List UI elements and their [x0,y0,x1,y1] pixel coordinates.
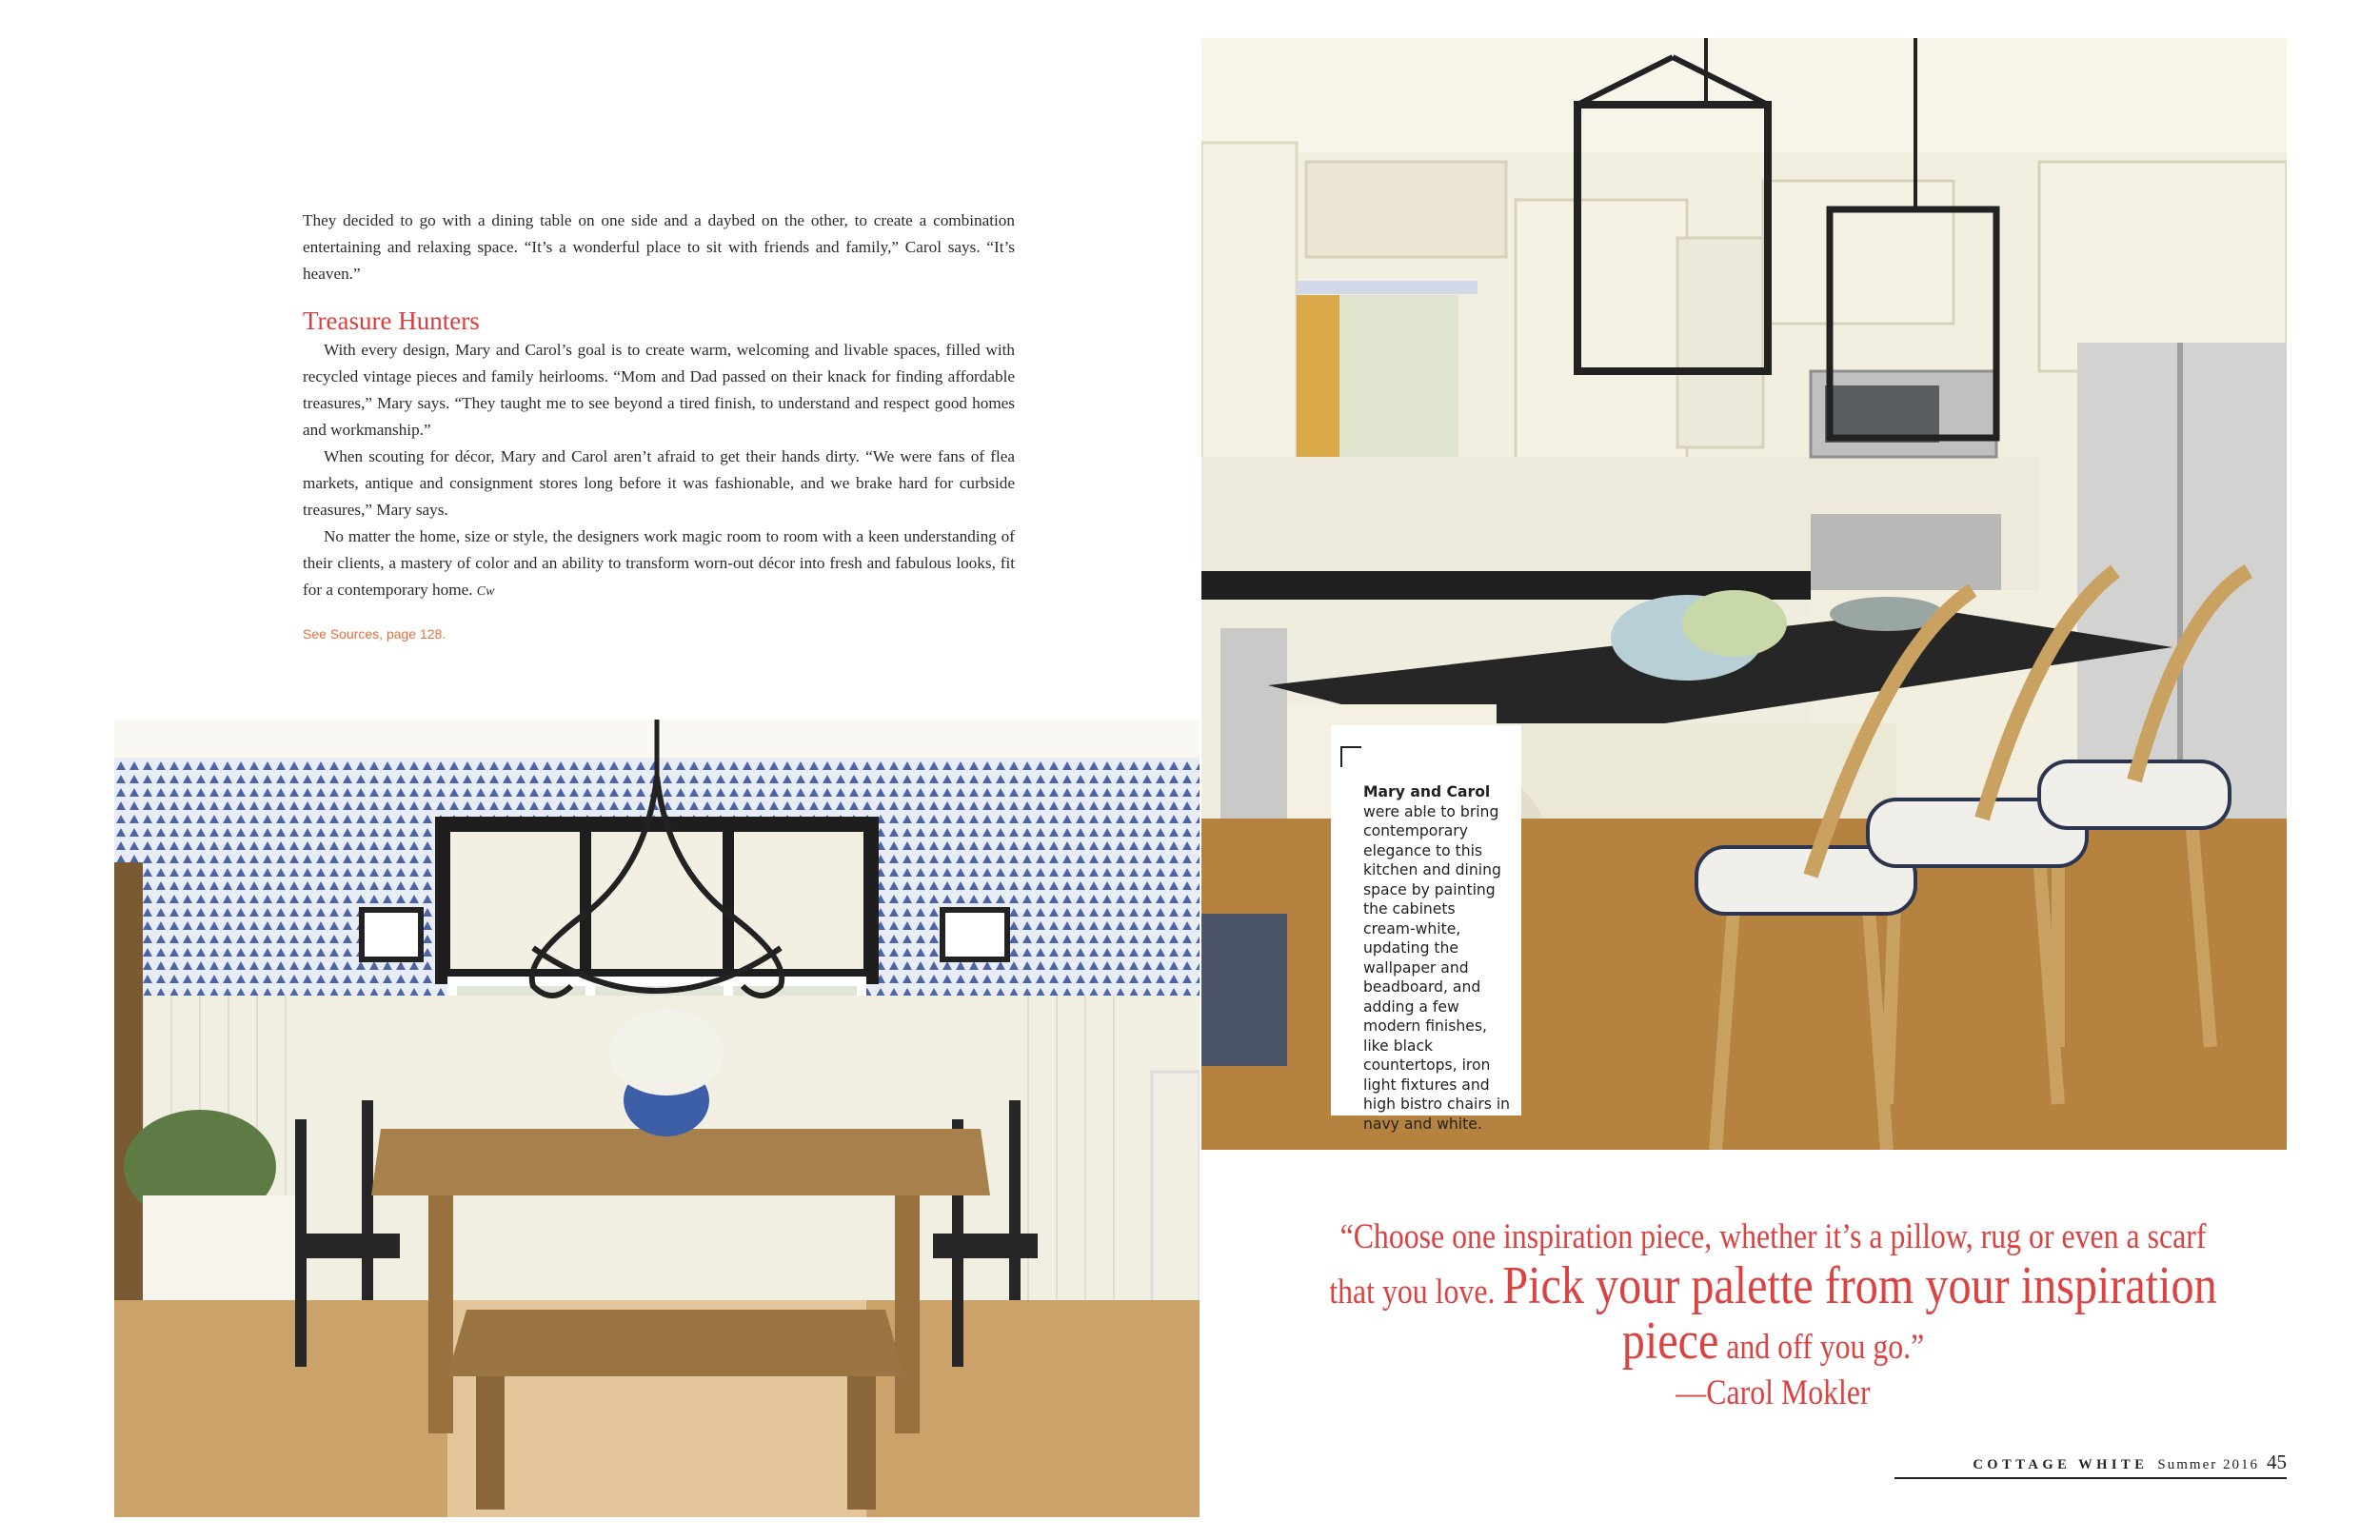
end-mark-icon: Cw [476,584,495,599]
dining-room-photo [114,720,1200,1517]
caption-corner-bracket [1340,746,1361,767]
pull-quote [1317,1214,2230,1417]
caption-body: were able to bring contemporary elegance to this kitchen and dining space by painting the cabinets cream-white, updating the wallpaper and beadboard, and adding a few modern finishes, like black countertops, iron light fixtures and high bistro chairs in navy and white. [1363,802,1511,1133]
page-folio [1894,1451,2287,1474]
quote-emphasis: Pick your palette from your inspiration piece [1502,1256,2217,1371]
subhead-treasure-hunters: Treasure Hunters [303,306,480,335]
article-paragraph-4 [303,523,1015,605]
article-paragraph-1: They decided to go with a dining table on one side and a daybed on the other, to create a combination entertaining and relaxing space. “It’s a wonderful place to sit with friends and family,” Carol says. “It’s heaven.” [303,211,1015,283]
article-paragraph-3: When scouting for décor, Mary and Carol aren’t afraid to get their hands dirty. “We were fans of flea markets, antique and consignment stores long before it was fashionable, and we brake hard for curbside treasures,” Mary says. [303,447,1015,519]
quote-attribution: —Carol Mokler [1676,1373,1871,1412]
magazine-name: COTTAGE WHITE [1973,1457,2149,1472]
caption-lead: Mary and Carol [1363,783,1491,800]
photo-caption [1331,725,1521,1133]
dining-room-illustration [114,720,1200,1517]
folio-rule [1894,1477,2287,1479]
article-column [303,207,1015,647]
quote-part-1: “Choose one inspiration piece, whether it’s a pillow, rug or even a scarf that you love. [1329,1217,2207,1312]
article-paragraph-4-text: No matter the home, size or style, the designers work magic room to room with a keen understanding of their clients, a mastery of color and an ability to transform worn-out décor into fresh and fabulous looks, fit for a contemporary home. [303,527,1015,599]
article-paragraph-2: With every design, Mary and Carol’s goal is to create warm, welcoming and livable spaces, filled with recycled vintage pieces and family heirlooms. “Mom and Dad passed on their knack for finding affordable treasures,” Mary says. “They taught me to see beyond a tired finish, to understand and respect good homes and workmanship.” [303,341,1015,439]
page-number: 45 [2267,1451,2287,1473]
issue-date: Summer 2016 [2157,1457,2259,1472]
quote-part-2: and off you go.” [1726,1328,1925,1367]
sources-note: See Sources, page 128. [303,626,446,642]
